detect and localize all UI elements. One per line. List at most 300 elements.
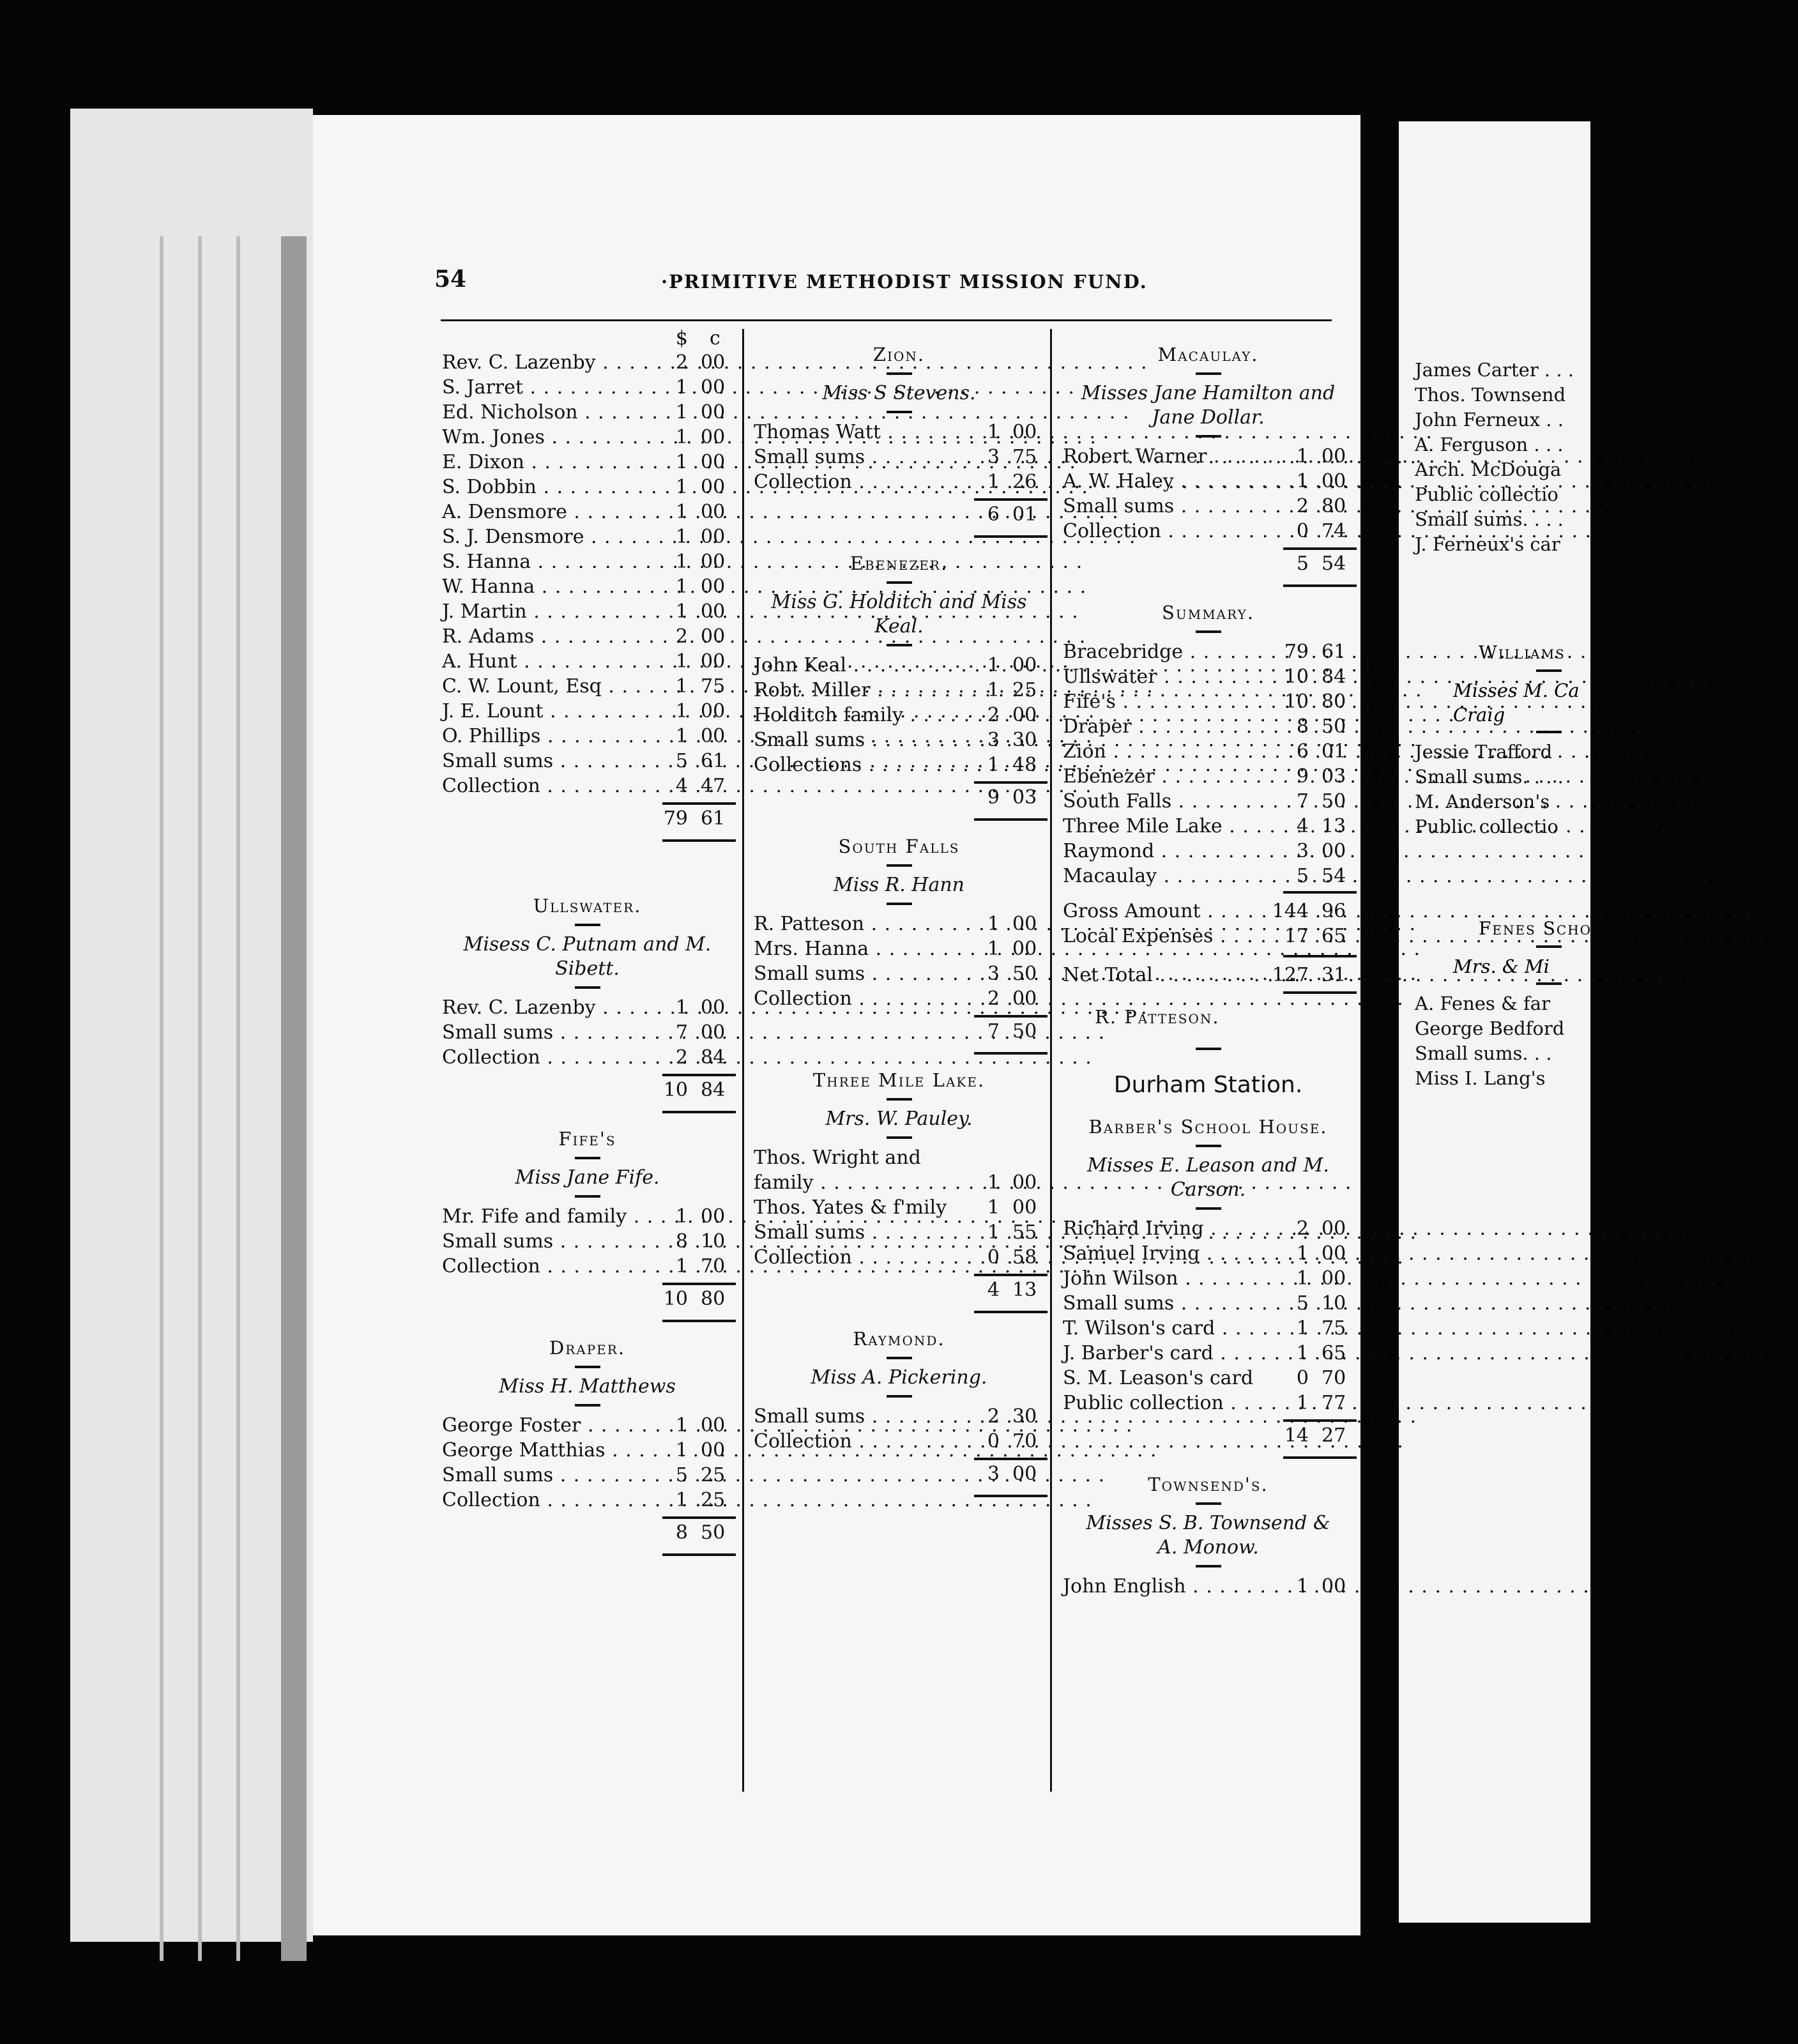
entry-cents: 84: [1322, 666, 1346, 688]
entry-name: Collection . . .: [754, 1245, 980, 1270]
entry-cents: 00: [1012, 704, 1037, 726]
section-collectors: Miss G. Holditch and Miss: [771, 591, 1027, 613]
entry-name: John Keal . . .: [754, 653, 980, 678]
entry-cents: 75: [1322, 1317, 1346, 1339]
entry-name: Robert Warner . . .: [1063, 444, 1290, 469]
entry-name: Collection . . .: [442, 1045, 669, 1070]
entry-dollars: 3: [987, 963, 1000, 985]
entry-cents: 96: [1322, 900, 1346, 922]
entry-name: Rev. C. Lazenby . . .: [442, 350, 669, 375]
section-title: South Falls: [838, 835, 960, 857]
entry-dollars: 1: [987, 1221, 1000, 1244]
entry-dollars: 1: [675, 501, 688, 523]
section-title: Draper.: [549, 1337, 626, 1359]
section-collectors: Miss R. Hann: [834, 874, 964, 896]
entry-cents: 00: [1322, 1575, 1346, 1598]
entry-cents: 10: [701, 1230, 726, 1253]
spacer: [442, 1113, 733, 1126]
subtotal-cents: 13: [1012, 1279, 1037, 1301]
entry-dollars: 1: [987, 938, 1000, 960]
entry-name: Rev. C. Lazenby . . .: [442, 995, 669, 1020]
entry-cents: 65: [1322, 925, 1346, 947]
subtotal-block: [1063, 547, 1353, 587]
subtotal-cents: 61: [701, 807, 726, 830]
subtotal-row: [754, 501, 1044, 529]
entry-name: Raymond . . .: [1063, 839, 1290, 864]
station-title: Durham Station.: [1113, 1072, 1303, 1098]
summary-row: [1063, 789, 1353, 814]
entry-row: [1063, 1216, 1353, 1241]
subtotal-double-rule: [974, 818, 1048, 821]
entry-cents: 00: [1322, 1267, 1346, 1290]
entry-row: [442, 1020, 733, 1045]
entry-row: [754, 986, 1044, 1011]
entry-dollars: 2: [1296, 495, 1309, 517]
entry-dollars: 79: [1284, 641, 1309, 663]
subtotal-double-rule: [662, 1320, 736, 1322]
facing-entry: Small sums. . . .: [1415, 508, 1564, 530]
section-collectors: Misses E. Leason and M.: [1087, 1154, 1329, 1177]
entry-name: Collection . . .: [442, 774, 669, 798]
entry-dollars: 0: [1296, 1367, 1309, 1389]
entry-row: [442, 574, 733, 599]
spacer: [442, 867, 733, 880]
entry-row: [1063, 1291, 1353, 1316]
entry-dollars: 1: [1296, 470, 1309, 492]
facing-page-fragment: [1399, 121, 1604, 1923]
entry-name: Small sums . . .: [754, 728, 980, 752]
subtotal-dollars: 79: [663, 807, 688, 830]
section-collectors: Carson.: [1170, 1178, 1246, 1201]
entry-row: [442, 649, 733, 674]
subtotal-row: [1063, 550, 1353, 578]
entry-dollars: 2: [675, 1046, 688, 1069]
summary-rule: [1283, 955, 1357, 957]
subtotal-dollars: 3: [987, 1463, 1000, 1485]
collectors-dash: [887, 644, 912, 646]
subtotal-cents: 84: [701, 1079, 726, 1101]
section-title: Townsend's.: [1148, 1474, 1269, 1495]
subtotal-row: [442, 1285, 733, 1313]
entry-row: [442, 1229, 733, 1254]
subtotal-row: [1063, 1422, 1353, 1450]
entry-cents: 61: [1322, 641, 1346, 663]
entry-dollars: 1: [1296, 1267, 1309, 1290]
entry-cents: 54: [1322, 865, 1346, 887]
column-1: [442, 327, 733, 1556]
entry-cents: 00: [701, 700, 726, 722]
facing-entry: George Bedford: [1415, 1018, 1565, 1039]
entry-cents: 77: [1322, 1392, 1346, 1414]
entry-dollars: 0: [987, 1246, 1000, 1269]
facing-collectors: Mrs. & Mi: [1453, 956, 1550, 977]
entry-cents: 75: [701, 675, 726, 698]
entry-row: [754, 936, 1044, 961]
section-collectors: Miss H. Matthews: [499, 1375, 676, 1398]
entry-cents: 00: [1012, 938, 1037, 960]
entry-dollars: 1: [675, 600, 688, 623]
page-header: [313, 266, 1360, 304]
entry-name: Ebenezer . . .: [1063, 764, 1290, 789]
subtotal-double-rule: [1283, 584, 1357, 587]
entry-name: Mrs. Hanna . . .: [754, 936, 980, 961]
entry-row: [442, 350, 733, 375]
entry-name: Local Expenses . . .: [1063, 924, 1290, 949]
entry-dollars: 5: [675, 1464, 688, 1486]
collectors-dash: [887, 1395, 912, 1398]
entry-dollars: 1: [675, 526, 688, 548]
entry-cents: 00: [701, 1439, 726, 1461]
entry-dollars: 1: [987, 1196, 1000, 1219]
column-3: [1063, 342, 1353, 1599]
facing-entry: Miss I. Lang's: [1415, 1067, 1546, 1089]
summary-row: [1063, 664, 1353, 689]
entry-name: J. Martin . . .: [442, 599, 669, 624]
subtotal-cents: 01: [1012, 503, 1037, 526]
subtotal-row: [754, 1018, 1044, 1046]
entry-row: [754, 1145, 1044, 1170]
subtotal-dollars: 9: [987, 786, 1000, 809]
entry-name: Collection . . .: [442, 1254, 669, 1279]
entry-name: R. Adams . . .: [442, 624, 669, 649]
entry-dollars: 1: [675, 700, 688, 722]
collectors-dash: [575, 986, 600, 989]
summary-row: [1063, 714, 1353, 739]
entry-row: [442, 500, 733, 524]
entry-row: [442, 995, 733, 1020]
entry-cents: 00: [701, 1414, 726, 1437]
section-title: Three Mile Lake.: [812, 1069, 986, 1091]
entry-dollars: 1: [675, 1489, 688, 1511]
entry-cents: 65: [1322, 1342, 1346, 1364]
entry-cents: 47: [701, 775, 726, 797]
entry-cents: 13: [1322, 815, 1346, 837]
section-collectors: Jane Dollar.: [1152, 406, 1265, 429]
entry-dollars: 3: [987, 446, 1000, 468]
facing-entry: Thos. Townsend: [1415, 384, 1566, 406]
entry-cents: 00: [1012, 1196, 1037, 1219]
summary-row: [1063, 814, 1353, 839]
entry-cents: 58: [1012, 1246, 1037, 1269]
entry-cents: 00: [701, 551, 726, 573]
entry-cents: 00: [701, 401, 726, 423]
entry-name: Collection . . .: [754, 1429, 980, 1454]
title-dash: [1196, 1145, 1221, 1147]
facing-entry: Public collectio: [1415, 484, 1558, 505]
entry-cents: 00: [701, 600, 726, 623]
collectors-dash: [575, 1195, 600, 1198]
subtotal-row: [442, 805, 733, 833]
title-dash: [887, 372, 912, 375]
entry-name: Small sums . . .: [1063, 494, 1290, 519]
subtotal-cents: 50: [1012, 1020, 1037, 1042]
entry-dollars: 2: [675, 625, 688, 648]
subtotal-double-rule: [974, 1495, 1048, 1497]
title-dash: [887, 1098, 912, 1101]
subtotal-block: [754, 498, 1044, 538]
entry-cents: 00: [701, 376, 726, 399]
facing-entry: Public collectio: [1415, 816, 1558, 837]
section-collectors: Misess C. Putnam and M.: [463, 933, 712, 956]
facing-section-title: Williams: [1479, 642, 1566, 663]
entry-row: [442, 599, 733, 624]
entry-row: [1063, 1241, 1353, 1266]
entry-cents: 00: [701, 451, 726, 473]
entry-row: [442, 1438, 733, 1463]
entry-row: [754, 728, 1044, 752]
facing-entry: John Ferneux . .: [1415, 409, 1564, 431]
amount-column-heads: [442, 327, 733, 350]
entry-row: [1063, 1366, 1353, 1391]
entry-dollars: 17: [1284, 925, 1309, 947]
entry-cents: 00: [1322, 1217, 1346, 1240]
spacer: [1063, 1030, 1353, 1042]
entry-name: family . . .: [754, 1170, 980, 1195]
entry-dollars: 1: [675, 1255, 688, 1278]
dollar-sign-head: $: [675, 327, 688, 349]
entry-row: [442, 1045, 733, 1070]
entry-row: [1063, 1574, 1353, 1599]
facing-collectors: Misses M. Ca: [1453, 680, 1580, 701]
entry-cents: 00: [701, 625, 726, 648]
collectors-dash: [1196, 1207, 1221, 1210]
entry-name: Collection . . .: [442, 1488, 669, 1513]
subtotal-row: [754, 1460, 1044, 1488]
local-expenses-row: [1063, 924, 1353, 949]
facing-section-title: Fenes Schoo: [1479, 918, 1604, 939]
entry-row: [1063, 1266, 1353, 1291]
entry-cents: 75: [1012, 446, 1037, 468]
entry-cents: 00: [1012, 1171, 1037, 1194]
collectors-dash: [575, 1404, 600, 1407]
collectors-dash: [887, 903, 912, 905]
facing-entry: M. Anderson's: [1415, 791, 1550, 812]
entry-dollars: 1: [987, 1171, 1000, 1194]
entry-row: [442, 1204, 733, 1229]
entry-row: [754, 678, 1044, 703]
entry-name: Net Total . . .: [1063, 963, 1290, 988]
section-title: Macaulay.: [1157, 344, 1259, 365]
section-collectors: Miss S Stevens.: [822, 382, 976, 404]
entry-row: [754, 469, 1044, 494]
entry-name: Fife's . . .: [1063, 689, 1290, 714]
facing-collectors: Craig: [1453, 704, 1505, 726]
subtotal-block: [754, 781, 1044, 821]
summary-row: [1063, 639, 1353, 664]
entry-cents: 25: [701, 1464, 726, 1486]
entry-cents: 10: [1322, 1292, 1346, 1315]
entry-dollars: 8: [675, 1230, 688, 1253]
spacer: [754, 821, 1044, 834]
entry-dollars: 1: [987, 471, 1000, 493]
entry-dollars: 1: [675, 426, 688, 448]
entry-name: Samuel Irving . . .: [1063, 1241, 1290, 1266]
entry-name: Holditch family . . .: [754, 703, 980, 728]
summary-row: [1063, 739, 1353, 764]
entry-name: T. Wilson's card . . .: [1063, 1316, 1290, 1341]
entry-name: Public collection . . .: [1063, 1391, 1290, 1415]
entry-row: [1063, 519, 1353, 544]
section-title: Raymond.: [853, 1328, 945, 1350]
entry-cents: 80: [1322, 495, 1346, 517]
subtotal-block: [442, 1516, 733, 1556]
entry-cents: 00: [1012, 988, 1037, 1010]
subtotal-block: [754, 1458, 1044, 1497]
running-head: ·PRIMITIVE METHODIST MISSION FUND.: [661, 271, 1148, 293]
entry-dollars: 4: [675, 775, 688, 797]
subtotal-cents: 54: [1322, 553, 1346, 575]
subtotal-block: [442, 1283, 733, 1322]
section-collectors: Misses Jane Hamilton and: [1081, 382, 1336, 404]
header-rule: [441, 319, 1332, 321]
entry-name: S. M. Leason's card: [1063, 1367, 1254, 1389]
entry-dollars: 1: [1296, 1317, 1309, 1339]
subtotal-double-rule: [1283, 1456, 1357, 1459]
subtotal-cents: 03: [1012, 786, 1037, 809]
entry-dollars: 2: [1296, 1217, 1309, 1240]
entry-row: [754, 1170, 1044, 1195]
entry-cents: 30: [1012, 1405, 1037, 1428]
subtotal-row: [442, 1519, 733, 1547]
entry-cents: 00: [701, 501, 726, 523]
subtotal-block: [754, 1015, 1044, 1055]
subtotal-block: [1063, 1419, 1353, 1459]
entry-cents: 70: [1012, 1430, 1037, 1453]
entry-name: R. Patteson . . .: [754, 911, 980, 936]
subtotal-double-rule: [974, 535, 1048, 538]
section-title: Ullswater.: [533, 895, 642, 917]
entry-name: Collection . . .: [754, 986, 980, 1011]
entry-row: [442, 524, 733, 549]
entry-name: S. Hanna . . .: [442, 549, 669, 574]
separator-dash: [1196, 1048, 1221, 1050]
entry-row: [754, 1404, 1044, 1429]
entry-dollars: 1: [675, 725, 688, 747]
entry-row: [442, 1413, 733, 1438]
subtotal-dollars: 7: [987, 1020, 1000, 1042]
entry-dollars: 2: [987, 1405, 1000, 1428]
entry-cents: 25: [701, 1489, 726, 1511]
entry-cents: 30: [1012, 729, 1037, 751]
entry-cents: 00: [1322, 840, 1346, 862]
entry-cents: 84: [701, 1046, 726, 1069]
entry-dollars: 1: [1296, 1392, 1309, 1414]
entry-cents: 74: [1322, 520, 1346, 542]
summary-rule: [1283, 891, 1357, 894]
entry-cents: 00: [701, 650, 726, 673]
summary-rule: [1283, 991, 1357, 994]
entry-cents: 70: [1322, 1367, 1346, 1389]
subtotal-double-rule: [662, 1553, 736, 1556]
entry-cents: 00: [701, 1205, 726, 1228]
entry-row: [442, 375, 733, 400]
entry-row: [442, 1254, 733, 1279]
section-collectors: Miss A. Pickering.: [811, 1366, 987, 1389]
entry-dollars: 1: [675, 476, 688, 498]
entry-row: [442, 400, 733, 425]
entry-dollars: 1: [675, 675, 688, 698]
subtotal-dollars: 10: [663, 1079, 688, 1101]
title-dash: [1196, 630, 1221, 633]
entry-row: [754, 911, 1044, 936]
title-dash: [575, 924, 600, 926]
entry-dollars: 1: [987, 679, 1000, 701]
entry-row: [442, 624, 733, 649]
entry-dollars: 9: [1296, 765, 1309, 788]
entry-name: A. W. Haley . . .: [1063, 469, 1290, 494]
spacer: [1063, 1459, 1353, 1472]
entry-dollars: 1: [987, 913, 1000, 935]
entry-row: [754, 961, 1044, 986]
entry-name: Gross Amount . . .: [1063, 899, 1290, 924]
entry-name: Small sums . . .: [754, 1404, 980, 1429]
entry-cents: 00: [701, 725, 726, 747]
subtotal-double-rule: [662, 839, 736, 842]
entry-name: Small sums . . .: [442, 1463, 669, 1488]
entry-cents: 00: [701, 996, 726, 1019]
entry-name: Small sums . . .: [442, 1229, 669, 1254]
entry-dollars: 1: [675, 451, 688, 473]
entry-cents: 01: [1322, 740, 1346, 763]
book-page-edges: [70, 109, 313, 1942]
entry-dollars: 2: [987, 988, 1000, 1010]
section-title: Ebenezer.: [849, 553, 949, 574]
subtotal-dollars: 5: [1296, 553, 1309, 575]
subtotal-block: [442, 1074, 733, 1113]
entry-name: Thomas Watt . . .: [754, 420, 980, 445]
facing-entry: A. Fenes & far: [1415, 993, 1550, 1014]
section-collectors: Mrs. W. Pauley.: [825, 1108, 973, 1130]
entry-row: [1063, 494, 1353, 519]
signature: R. Patteson.: [1095, 1006, 1220, 1028]
entry-dollars: 4: [1296, 815, 1309, 837]
entry-row: [442, 749, 733, 774]
entry-name: John English . . .: [1063, 1574, 1290, 1599]
entry-cents: 00: [701, 351, 726, 374]
entry-dollars: 5: [1296, 865, 1309, 887]
entry-dollars: 8: [1296, 715, 1309, 738]
entry-name: Small sums . . .: [754, 1220, 980, 1245]
entry-name: S. J. Densmore . . .: [442, 524, 669, 549]
entry-name: S. Dobbin . . .: [442, 475, 669, 500]
collectors-dash: [1196, 1565, 1221, 1567]
entry-dollars: 10: [1284, 690, 1309, 713]
spacer: [442, 855, 733, 867]
entry-row: [442, 699, 733, 724]
subtotal-dollars: 8: [675, 1522, 688, 1544]
subtotal-dollars: 10: [663, 1288, 688, 1310]
entry-row: [754, 1429, 1044, 1454]
entry-dollars: 1: [675, 1414, 688, 1437]
entry-name: Zion . . .: [1063, 739, 1290, 764]
entry-cents: 80: [1322, 690, 1346, 713]
facing-entry: James Carter . . .: [1415, 359, 1574, 381]
entry-dollars: 0: [987, 1430, 1000, 1453]
entry-dollars: 6: [1296, 740, 1309, 763]
section-collectors: A. Monow.: [1157, 1536, 1259, 1559]
subtotal-double-rule: [662, 1111, 736, 1113]
entry-dollars: 1: [1296, 1242, 1309, 1265]
subtotal-double-rule: [974, 1311, 1048, 1313]
entry-dollars: 127: [1272, 964, 1309, 986]
entry-name: George Matthias . . .: [442, 1438, 669, 1463]
entry-dollars: 0: [1296, 520, 1309, 542]
entry-cents: 03: [1322, 765, 1346, 788]
column-2: [754, 342, 1044, 1497]
gross-amount-row: [1063, 899, 1353, 924]
entry-cents: 48: [1012, 754, 1037, 776]
entry-name: Small sums . . .: [754, 961, 980, 986]
